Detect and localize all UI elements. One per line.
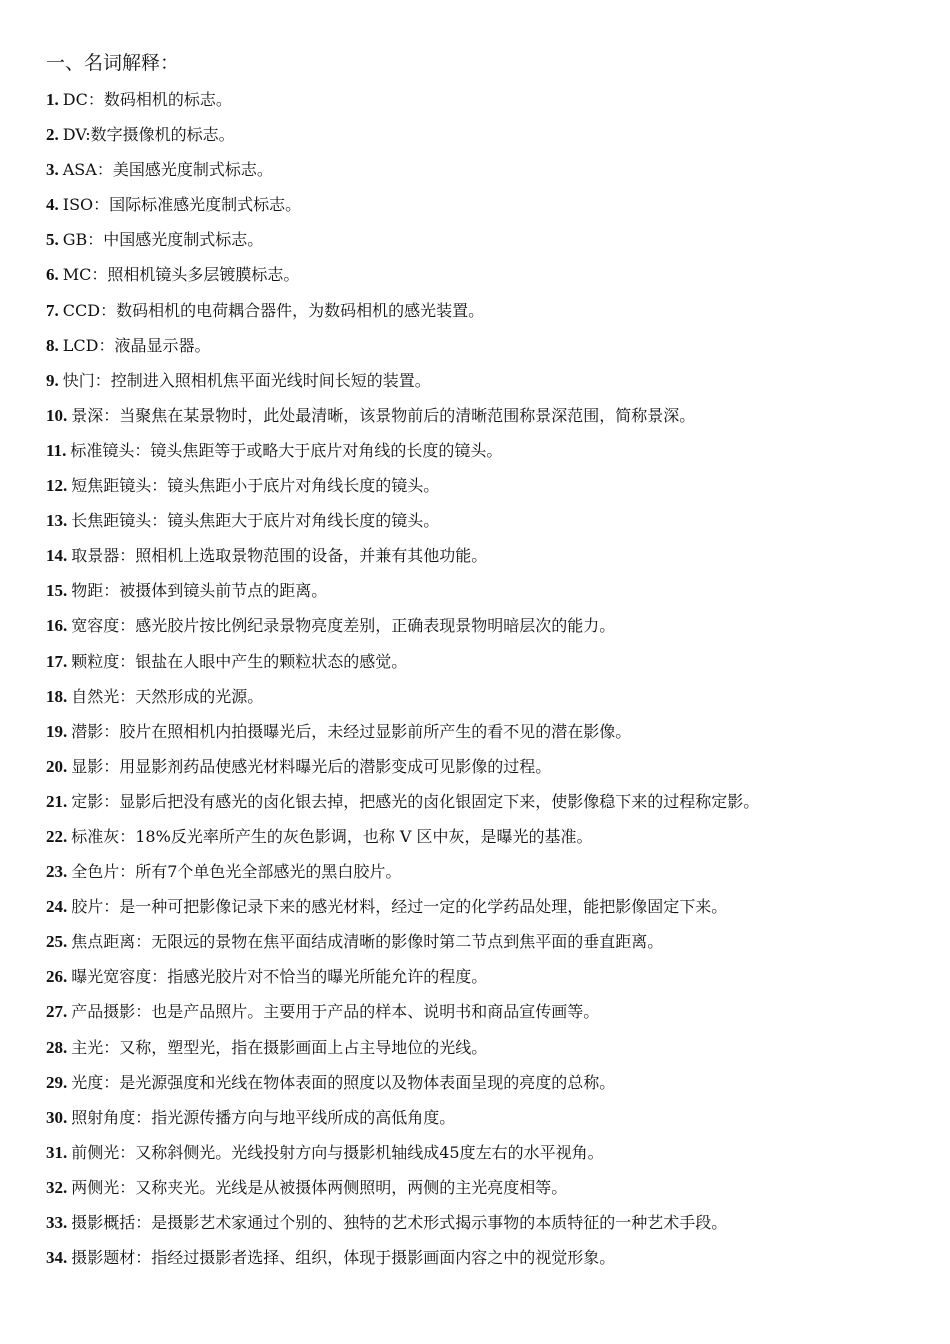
item-number-separator: .	[54, 195, 59, 215]
item-number: 27	[46, 1002, 63, 1022]
list-item	[46, 644, 926, 679]
item-number-separator: .	[54, 125, 59, 145]
item-number: 31	[46, 1142, 63, 1162]
item-number: 12	[46, 476, 63, 496]
list-item	[46, 1205, 926, 1240]
list-item	[46, 854, 926, 889]
list-item	[46, 1240, 926, 1275]
item-number: 15	[46, 581, 63, 601]
item-number-separator: .	[63, 967, 68, 987]
item-number-separator: .	[63, 1248, 68, 1268]
item-number-separator: .	[63, 1213, 68, 1232]
item-number: 20	[46, 756, 63, 776]
item-number-separator: .	[63, 1002, 68, 1022]
item-number-separator: .	[63, 756, 68, 776]
item-number: 10	[46, 405, 63, 425]
item-number: 8	[46, 335, 55, 355]
item-text: 两侧光：又称夹光。光线是从被摄体两侧照明，两侧的主光亮度相等。	[71, 1177, 568, 1197]
list-item	[46, 924, 926, 959]
list-item	[46, 959, 926, 994]
item-text: LCD：液晶显示器。	[62, 335, 211, 355]
item-number-separator: .	[63, 826, 68, 846]
item-text: 曝光宽容度：指感光胶片对不恰当的曝光所能允许的程度。	[71, 967, 488, 987]
item-text: 快门：控制进入照相机焦平面光线时间长短的装置。	[62, 370, 431, 390]
list-item	[46, 819, 926, 854]
item-number-separator: .	[63, 546, 68, 566]
item-number: 18	[46, 686, 63, 706]
list-item	[46, 1065, 926, 1100]
item-number: 25	[46, 932, 63, 952]
item-text: ISO：国际标准感光度制式标志。	[62, 195, 302, 215]
list-item	[46, 293, 926, 328]
item-number: 28	[46, 1037, 63, 1057]
item-text: 定影：显影后把没有感光的卤化银去掉，把感光的卤化银固定下来，使影像稳下来的过程称定影。	[71, 791, 760, 811]
item-text: GB：中国感光度制式标志。	[62, 230, 264, 250]
list-item	[46, 889, 926, 924]
item-number: 19	[46, 721, 63, 741]
item-text: 潜影：胶片在照相机内拍摄曝光后，未经过显影前所产生的看不见的潜在影像。	[71, 721, 632, 741]
item-text: 短焦距镜头：镜头焦距小于底片对角线长度的镜头。	[71, 476, 440, 496]
item-text: 照射角度：指光源传播方向与地平线所成的高低角度。	[71, 1107, 456, 1127]
item-number: 21	[46, 791, 63, 811]
item-number: 30	[46, 1107, 63, 1127]
item-text: 前侧光：又称斜侧光。光线投射方向与摄影机轴线成45度左右的水平视角。	[71, 1142, 604, 1162]
item-number: 5	[46, 230, 55, 250]
list-item	[46, 117, 926, 152]
item-number-separator: .	[63, 897, 68, 917]
item-number-separator: .	[54, 160, 59, 180]
list-item	[46, 257, 926, 292]
item-text: 显影：用显影剂药品使感光材料曝光后的潜影变成可见影像的过程。	[71, 756, 552, 776]
item-number: 11	[46, 440, 63, 460]
list-item	[46, 784, 926, 819]
term-list	[46, 82, 926, 1275]
list-item	[46, 503, 926, 538]
item-number: 13	[46, 511, 63, 531]
item-number: 4	[46, 195, 55, 215]
item-text: 宽容度：感光胶片按比例纪录景物亮度差别，正确表现景物明暗层次的能力。	[71, 616, 616, 636]
item-number: 6	[46, 265, 55, 285]
item-text: ASA：美国感光度制式标志。	[62, 160, 273, 180]
item-number-separator: .	[54, 230, 59, 250]
list-item	[46, 328, 926, 363]
item-text: 全色片：所有7个单色光全部感光的黑白胶片。	[71, 862, 402, 882]
item-number-separator: .	[54, 335, 59, 355]
item-text: 产品摄影：也是产品照片。主要用于产品的样本、说明书和商品宣传画等。	[71, 1002, 600, 1022]
item-number-separator: .	[63, 651, 68, 671]
list-item	[46, 433, 926, 468]
list-item	[46, 398, 926, 433]
item-text: DC：数码相机的标志。	[62, 90, 232, 109]
item-number-separator: .	[63, 405, 68, 425]
list-item	[46, 538, 926, 573]
item-number-separator: .	[63, 1177, 68, 1197]
item-text: 焦点距离：无限远的景物在焦平面结成清晰的影像时第二节点到焦平面的垂直距离。	[71, 932, 664, 952]
item-number: 26	[46, 967, 63, 987]
item-text: MC：照相机镜头多层镀膜标志。	[62, 265, 300, 285]
item-text: 标准灰：18%反光率所产生的灰色影调，也称 V 区中灰，是曝光的基准。	[71, 826, 593, 846]
item-text: 物距：被摄体到镜头前节点的距离。	[71, 581, 328, 601]
item-text: 取景器：照相机上选取景物范围的设备，并兼有其他功能。	[71, 546, 488, 566]
item-number: 14	[46, 546, 63, 566]
item-number-separator: .	[63, 1037, 68, 1057]
item-text: 摄影概括：是摄影艺术家通过个别的、独特的艺术形式揭示事物的本质特征的一种艺术手段。	[71, 1213, 728, 1232]
item-number: 24	[46, 897, 63, 917]
item-text: 摄影题材：指经过摄影者选择、组织，体现于摄影画面内容之中的视觉形象。	[71, 1248, 616, 1268]
list-item	[46, 679, 926, 714]
item-number: 9	[46, 370, 55, 390]
list-item	[46, 608, 926, 643]
item-number: 22	[46, 826, 63, 846]
item-text: 颗粒度：银盐在人眼中产生的颗粒状态的感觉。	[71, 651, 408, 671]
item-number-separator: .	[54, 90, 59, 109]
item-number: 29	[46, 1072, 63, 1092]
item-number-separator: .	[63, 1107, 68, 1127]
item-number-separator: .	[62, 440, 67, 460]
item-text: 光度：是光源强度和光线在物体表面的照度以及物体表面呈现的亮度的总称。	[71, 1072, 616, 1092]
item-number-separator: .	[54, 370, 59, 390]
list-item	[46, 468, 926, 503]
item-number: 23	[46, 862, 63, 882]
list-item	[46, 714, 926, 749]
list-item	[46, 82, 926, 117]
item-text: 标准镜头：镜头焦距等于或略大于底片对角线的长度的镜头。	[70, 440, 503, 460]
item-text: 长焦距镜头：镜头焦距大于底片对角线长度的镜头。	[71, 511, 440, 531]
item-number-separator: .	[63, 1072, 68, 1092]
item-number: 1	[46, 90, 55, 109]
item-number-separator: .	[63, 581, 68, 601]
item-text: 胶片：是一种可把影像记录下来的感光材料，经过一定的化学药品处理，能把影像固定下来。	[71, 897, 728, 917]
item-number: 33	[46, 1213, 63, 1232]
item-number: 3	[46, 160, 55, 180]
list-item	[46, 222, 926, 257]
item-number-separator: .	[63, 721, 68, 741]
section-heading: 一、名词解释：	[46, 52, 180, 74]
list-item	[46, 1100, 926, 1135]
item-number-separator: .	[54, 265, 59, 285]
item-number: 2	[46, 125, 55, 145]
list-item	[46, 1170, 926, 1205]
list-item	[46, 187, 926, 222]
item-number-separator: .	[63, 686, 68, 706]
item-text: 自然光：天然形成的光源。	[71, 686, 264, 706]
list-item	[46, 1135, 926, 1170]
item-number-separator: .	[63, 616, 68, 636]
item-number: 34	[46, 1248, 63, 1268]
item-text: CCD：数码相机的电荷耦合器件，为数码相机的感光装置。	[62, 300, 485, 320]
list-item	[46, 152, 926, 187]
item-text: 景深：当聚焦在某景物时，此处最清晰，该景物前后的清晰范围称景深范围，简称景深。	[71, 405, 696, 425]
item-number: 7	[46, 300, 55, 320]
list-item	[46, 994, 926, 1029]
list-item	[46, 363, 926, 398]
item-number-separator: .	[54, 300, 59, 320]
item-number: 32	[46, 1177, 63, 1197]
item-number-separator: .	[63, 791, 68, 811]
item-number-separator: .	[63, 476, 68, 496]
list-item	[46, 1030, 926, 1065]
list-item	[46, 573, 926, 608]
item-text: 主光：又称，塑型光，指在摄影画面上占主导地位的光线。	[71, 1037, 488, 1057]
item-text: DV:数字摄像机的标志。	[62, 125, 235, 145]
item-number: 17	[46, 651, 63, 671]
item-number-separator: .	[63, 862, 68, 882]
list-item	[46, 749, 926, 784]
item-number-separator: .	[63, 511, 68, 531]
item-number: 16	[46, 616, 63, 636]
item-number-separator: .	[63, 1142, 68, 1162]
item-number-separator: .	[63, 932, 68, 952]
document-page	[46, 48, 926, 1275]
